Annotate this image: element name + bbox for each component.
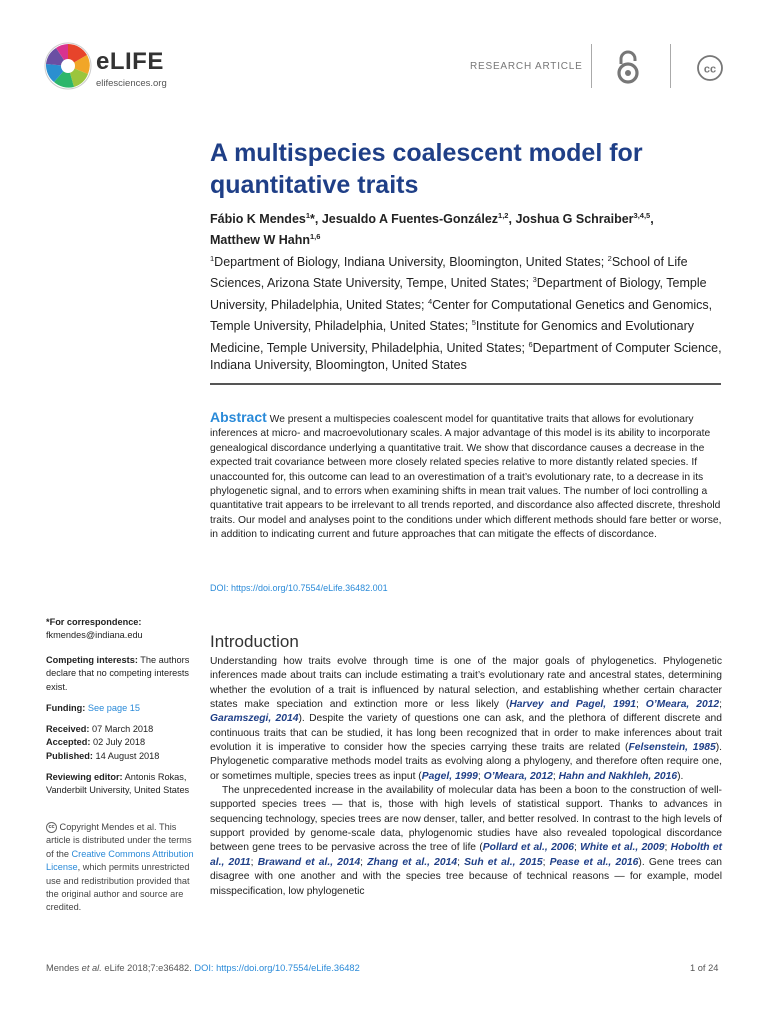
- copyright: [46, 821, 196, 915]
- creative-commons-icon: [696, 54, 724, 87]
- paragraph-text: ;: [457, 856, 465, 868]
- affiliation-text: Department of Biology, Temple University, Philadelphia, United States;: [210, 276, 707, 313]
- published-date: 14 August 2018: [92, 750, 160, 761]
- citation-link[interactable]: Zhang et al., 2014: [367, 856, 458, 868]
- affiliation-number: 5: [471, 318, 476, 328]
- citation-link[interactable]: Pagel, 1999: [421, 770, 478, 782]
- paragraph-text: ;: [542, 856, 550, 868]
- affiliation-number: 3: [532, 275, 537, 285]
- citation-link[interactable]: Hahn and Nakhleh, 2016: [558, 770, 678, 782]
- paragraph-text: ;: [360, 856, 368, 868]
- correspondence-block: [46, 616, 196, 643]
- received-date: 07 March 2018: [89, 724, 154, 734]
- paragraph-text: ;: [573, 842, 581, 854]
- copyright-text: Copyright Mendes et al. This article is distributed under the terms of the: [46, 822, 192, 859]
- citation-link[interactable]: Garamszegi, 2014: [210, 713, 299, 725]
- author-affiliation-ref: 1,2: [498, 211, 509, 220]
- affiliation-text: Institute for Genomics and Evolutionary Medicine, Temple University, Philadelphia, United States;: [210, 319, 695, 355]
- reviewing-editor-text: Antonis Rokas, Vanderbilt University, United States: [46, 772, 190, 796]
- citation-link[interactable]: White et al., 2009: [580, 842, 665, 854]
- introduction-heading: Introduction: [210, 632, 299, 651]
- affiliation-number: 1: [210, 254, 215, 263]
- citation-link[interactable]: Harvey and Pagel, 1991: [509, 699, 636, 711]
- affiliation-text: School of Life Sciences, Arizona State University, Tempe, United States;: [210, 255, 688, 291]
- page-number: 1 of 24: [690, 963, 719, 973]
- author-name[interactable]: Matthew W Hahn: [210, 233, 310, 248]
- article-title-line: quantitative traits: [210, 171, 419, 199]
- paragraph-text: The unprecedented increase in the availability of molecular data has been a boon to the construction of well-supported species trees — that is, those with high levels of statistical support. Thanks to advances in sequencing technology, species trees are now denser, taller, and better resolved. In contrast to the high levels of support provided by genome-scale data, phylogenomic studies have also revealed topological discordance between gene trees to be pervasive across the tree of life (: [210, 785, 722, 854]
- reviewing-editor-label: Reviewing editor:: [46, 772, 123, 782]
- header-divider: [670, 44, 671, 88]
- dates: [46, 723, 196, 763]
- author-affiliation-ref: 3,4,5: [633, 211, 651, 220]
- affiliation-text: Department of Computer Science, Indiana University, Bloomington, United States: [210, 340, 722, 373]
- affiliations: [210, 250, 730, 375]
- citation-link[interactable]: O’Meara, 2012: [483, 770, 553, 782]
- author-affiliation-ref: 1: [305, 211, 311, 220]
- paragraph-text: ). Despite the variety of questions one can ask, and the plethora of different discrete and continuous traits that can be studied, it has long been recognized that in order to make inferences about trait evolution it is imperative to consider how the species carrying these traits are related (: [210, 713, 722, 754]
- funding: [46, 702, 196, 715]
- elife-logo-name: eLIFE: [96, 48, 164, 75]
- affiliation-text: Center for Computational Genetics and Genomics, Temple University, Philadelphia, United States;: [210, 298, 713, 334]
- header-divider: [591, 44, 592, 88]
- published-label: Published:: [46, 750, 93, 761]
- citation-link[interactable]: Hobolth et al., 2011: [210, 842, 723, 868]
- citation-link[interactable]: Brawand et al., 2014: [257, 856, 361, 868]
- paragraph-text: ). Gene trees can disagree with one another and with the species tree because of technical reasons — for example, model misspecification, low phylogenetic: [210, 856, 722, 897]
- funding-link[interactable]: See page 15: [87, 703, 140, 713]
- paragraph-text: ). Phylogenetic comparative methods model traits as evolving along a phylogeny, and therefore often require one, or sometimes multiple, species trees as input (: [210, 742, 722, 782]
- affiliation-number: 2: [607, 254, 612, 263]
- author-separator: ,: [314, 212, 322, 227]
- correspondence-email[interactable]: fkmendes@indiana.edu: [46, 630, 143, 641]
- title-block-divider: [210, 383, 721, 385]
- author-name[interactable]: Jesualdo A Fuentes-González: [321, 212, 499, 227]
- citation-link[interactable]: O’Meara, 2012: [645, 699, 720, 711]
- accepted-date: 02 July 2018: [90, 737, 146, 748]
- paragraph-text: ;: [664, 842, 671, 854]
- paragraph: [210, 655, 722, 784]
- competing-interests: [46, 654, 196, 694]
- article-title-line: A multispecies coalescent model for: [210, 139, 643, 167]
- competing-interests-text: The authors declare that no competing interests exist.: [46, 655, 190, 692]
- open-access-lock-icon: [614, 50, 642, 89]
- affiliation-number: 6: [528, 339, 533, 349]
- abstract-doi-link[interactable]: DOI: https://doi.org/10.7554/eLife.36482.001: [210, 583, 388, 593]
- author-separator: ,: [508, 212, 516, 227]
- corresponding-author-mark: *: [310, 212, 315, 227]
- citation-link[interactable]: Felsenstein, 1985: [628, 742, 716, 754]
- footer-doi-link[interactable]: DOI: https://doi.org/10.7554/eLife.36482: [194, 963, 360, 973]
- author-separator: ,: [650, 212, 654, 227]
- author-affiliation-ref: 1,6: [310, 232, 321, 242]
- introduction-body: [210, 655, 722, 899]
- paragraph-text: ;: [636, 699, 646, 711]
- elife-logo-icon: [44, 42, 92, 90]
- footer-author: Mendes: [46, 963, 82, 973]
- copyright-text-rest: , which permits unrestricted use and redistribution provided that the original author and source are credited.: [46, 862, 190, 913]
- author-list: [210, 207, 730, 249]
- paragraph-text: Understanding how traits evolve through time is one of the major goals of phylogenetics. Phylogenetic inferences made about traits can include estimating a trait’s evolutionary rate and ancestral states, determining whether the evolution of a trait is influenced by natural selection, and establishing whether certain character states make speciation and extinction more or less likely (: [210, 656, 722, 711]
- article-type-label: RESEARCH ARTICLE: [470, 61, 583, 72]
- affiliation-text: Department of Biology, Indiana University, Bloomington, United States;: [214, 255, 608, 270]
- competing-interests-label: Competing interests:: [46, 655, 138, 665]
- abstract-heading: Abstract: [210, 409, 267, 425]
- license-link[interactable]: Creative Commons Attribution License: [46, 848, 194, 873]
- paragraph: [210, 784, 722, 899]
- correspondence-label: *For correspondence:: [46, 617, 142, 627]
- footer-citation: [46, 963, 360, 973]
- footer-etal: et al.: [81, 963, 102, 973]
- funding-label: Funding:: [46, 703, 86, 713]
- reviewing-editor: [46, 771, 196, 798]
- accepted-label: Accepted:: [46, 737, 91, 748]
- copyright-cc-icon: cc: [46, 822, 57, 833]
- citation-link[interactable]: Pease et al., 2016: [549, 856, 639, 868]
- abstract-text: We present a multispecies coalescent model for quantitative traits that allows for evolutionary inferences at micro- and macroevolutionary scales. A major advantage of this model is its ability to incorporate genealogical discordance underlying a quantitative trait. We show that discordance causes a decrease in the expected trait covariance between more closely related species relative to more distantly related species. If unaccounted for, this outcome can lead to an overestimation of a trait’s evolutionary rate, to a decrease in its phylogenetic signal, and to errors when examining shifts in mean trait values. The number of loci controlling a quantitative trait appears to be irrelevant to all trends reported, and discordance also affected discrete, threshold traits. Our model and analyses point to the conditions under which different methods should fare better or worse, in addition to indicating current and future approaches that can mitigate the effects of discordance.: [210, 414, 722, 541]
- citation-link[interactable]: Suh et al., 2015: [464, 856, 543, 868]
- affiliation-number: 4: [427, 296, 433, 306]
- footer-journal: eLife 2018;7:e36482.: [101, 963, 195, 973]
- author-name[interactable]: Fábio K Mendes: [210, 212, 306, 227]
- author-name[interactable]: Joshua G Schraiber: [515, 212, 634, 227]
- citation-link[interactable]: Pollard et al., 2006: [482, 842, 574, 854]
- received-label: Received:: [46, 724, 90, 734]
- article-title: [210, 137, 730, 201]
- svg-text:cc: cc: [703, 63, 717, 76]
- paragraph-text: ;: [552, 770, 559, 782]
- abstract: [210, 410, 722, 543]
- paragraph-text: ;: [250, 856, 258, 868]
- paragraph-text: ).: [677, 770, 684, 782]
- elife-logo-url[interactable]: elifesciences.org: [96, 78, 167, 89]
- paragraph-text: ;: [719, 699, 723, 711]
- paragraph-text: ;: [477, 770, 484, 782]
